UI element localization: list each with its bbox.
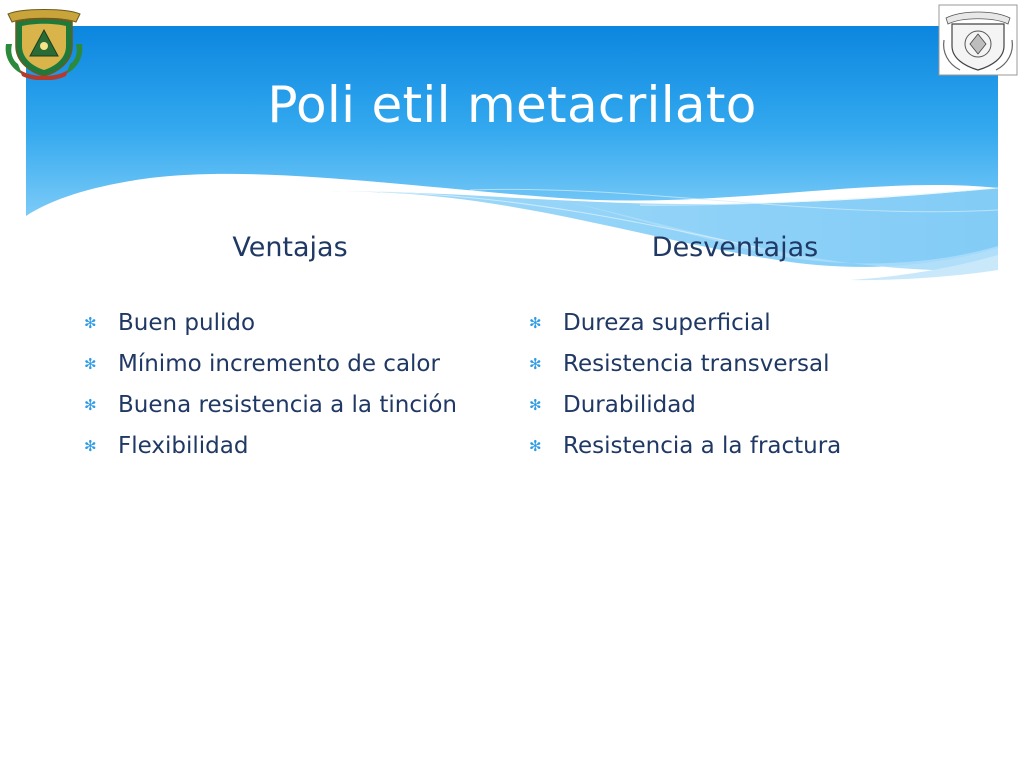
column-heading-desventajas: Desventajas (651, 232, 819, 263)
list-item (84, 385, 457, 426)
asterisk-bullet-icon: ✻ (84, 355, 97, 373)
list-item-text: Buen pulido (118, 310, 256, 336)
list-item-text: Resistencia transversal (563, 351, 830, 377)
list-item-text: Resistencia a la fractura (563, 433, 842, 459)
list-item (84, 426, 457, 467)
list-item-text: Mínimo incremento de calor (118, 351, 440, 377)
university-seal-right (938, 4, 1018, 76)
list-item (529, 344, 841, 385)
column-heading-ventajas: Ventajas (232, 232, 348, 263)
asterisk-bullet-icon: ✻ (84, 314, 97, 332)
asterisk-bullet-icon: ✻ (84, 396, 97, 414)
slide-title: Poli etil metacrilato (267, 76, 757, 134)
list-item-text: Buena resistencia a la tinción (118, 392, 458, 418)
list-item-text: Dureza superficial (563, 310, 771, 336)
asterisk-bullet-icon: ✻ (529, 355, 542, 373)
desventajas-list (529, 303, 841, 467)
list-item-text: Durabilidad (563, 392, 696, 418)
university-crest-left (2, 4, 86, 80)
asterisk-bullet-icon: ✻ (84, 437, 97, 455)
list-item (529, 385, 841, 426)
ventajas-list (84, 303, 457, 467)
asterisk-bullet-icon: ✻ (529, 437, 542, 455)
list-item (529, 426, 841, 467)
list-item (529, 303, 841, 344)
asterisk-bullet-icon: ✻ (529, 396, 542, 414)
list-item (84, 344, 457, 385)
asterisk-bullet-icon: ✻ (529, 314, 542, 332)
list-item (84, 303, 457, 344)
list-item-text: Flexibilidad (118, 433, 249, 459)
